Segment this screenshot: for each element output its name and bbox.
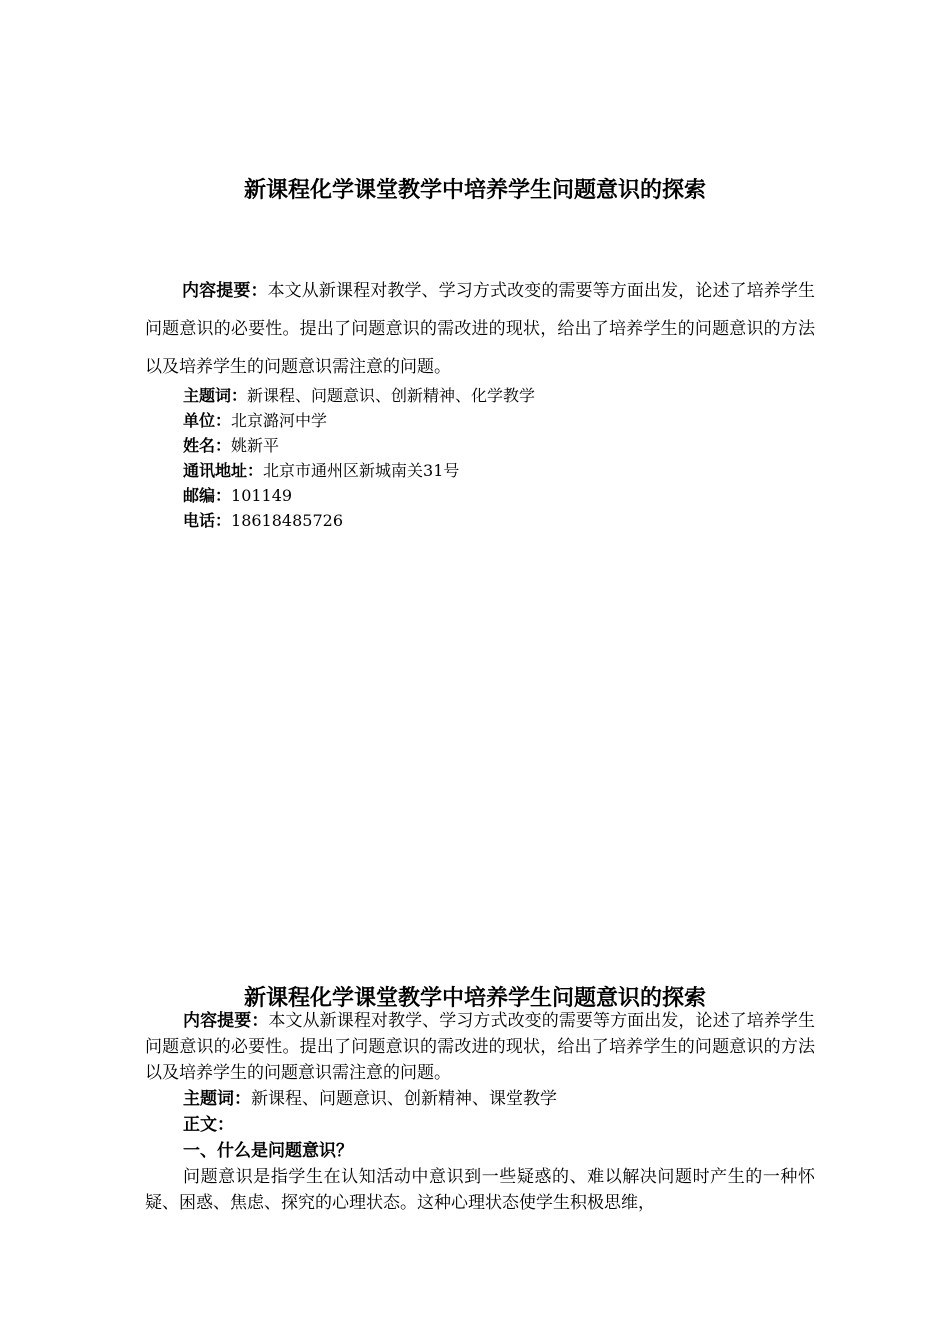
- abstract-label: 内容提要：: [182, 281, 268, 301]
- body-title: 新课程化学课堂教学中培养学生问题意识的探索: [243, 985, 706, 1011]
- info-value: 新课程、问题意识、创新精神、化学教学: [247, 386, 536, 405]
- abstract-paragraph: [145, 272, 815, 386]
- section-heading: [145, 1138, 815, 1164]
- body-keywords: [145, 1086, 815, 1112]
- body-label: 正文：: [183, 1115, 234, 1135]
- info-row-phone: [183, 508, 535, 533]
- section-heading-text: 一、什么是问题意识？: [183, 1141, 353, 1161]
- document-title: 新课程化学课堂教学中培养学生问题意识的探索: [243, 177, 706, 203]
- info-value: 北京潞河中学: [231, 411, 328, 430]
- body-abstract-paragraph: [145, 1008, 815, 1086]
- author-info: [183, 383, 535, 533]
- info-label: 通讯地址：: [183, 461, 264, 480]
- abstract-text: 本文从新课程对教学、学习方式改变的需要等方面出发，论述了培养学生问题意识的必要性。提出了问题意识的需改进的现状，给出了培养学生的问题意识的方法以及培养学生的问题意识需注意的问题。: [145, 281, 816, 377]
- info-value: 18618485726: [231, 511, 343, 530]
- body-abstract-label: 内容提要：: [183, 1011, 269, 1031]
- body-label-line: [145, 1112, 815, 1138]
- info-label: 主题词：: [183, 386, 248, 405]
- info-row-keywords: [183, 383, 535, 408]
- body-paragraph: 问题意识是指学生在认知活动中意识到一些疑惑的、难以解决问题时产生的一种怀疑、困惑、焦虑、探究的心理状态。这种心理状态使学生积极思维，: [145, 1167, 815, 1213]
- body-section: [145, 1008, 815, 1216]
- info-row-unit: [183, 408, 535, 433]
- info-value: 北京市通州区新城南关31号: [263, 461, 460, 480]
- info-label: 邮编：: [183, 486, 232, 505]
- info-row-name: [183, 433, 535, 458]
- info-label: 单位：: [183, 411, 232, 430]
- info-value: 姚新平: [231, 436, 280, 455]
- info-row-address: [183, 458, 535, 483]
- body-keywords-label: 主题词：: [183, 1089, 251, 1109]
- body-abstract-text: 本文从新课程对教学、学习方式改变的需要等方面出发，论述了培养学生问题意识的必要性。提出了问题意识的需改进的现状，给出了培养学生的问题意识的方法以及培养学生的问题意识需注意的问题。: [145, 1011, 816, 1083]
- info-value: 101149: [231, 486, 293, 505]
- info-row-postcode: [183, 483, 535, 508]
- info-label: 姓名：: [183, 436, 232, 455]
- info-label: 电话：: [183, 511, 232, 530]
- body-keywords-value: 新课程、问题意识、创新精神、课堂教学: [251, 1089, 557, 1109]
